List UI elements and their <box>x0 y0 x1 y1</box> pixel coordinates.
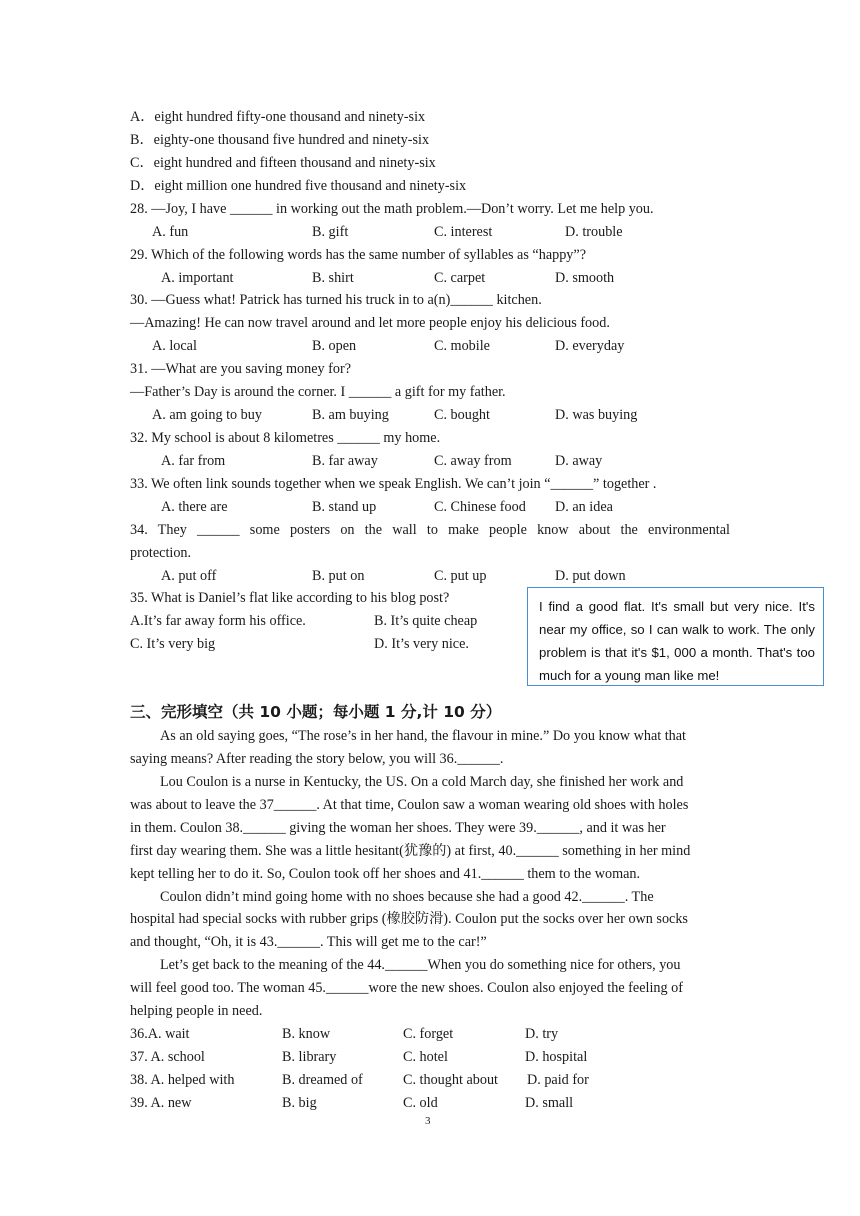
option-q28-b: B. gift <box>312 224 349 240</box>
passage-line-1: As an old saying goes, “The rose’s in her hand, the flavour in mine.” Do you know what that <box>160 728 687 744</box>
cloze-37-c: C. hotel <box>403 1049 448 1065</box>
option-q27-d: D．eight million one hundred five thousand and ninety-six <box>130 178 467 194</box>
section-heading-cloze: 三、完形填空（共 10 小题；每小题 1 分,计 10 分） <box>130 703 502 721</box>
cloze-39-a: 39. A. new <box>130 1095 192 1111</box>
option-q29-d: D. smooth <box>555 270 615 286</box>
question-32-stem: 32. My school is about 8 kilometres ______ my home. <box>130 430 441 446</box>
passage-line-13: helping people in need. <box>130 1003 263 1019</box>
option-q28-c: C. interest <box>434 224 493 240</box>
cloze-39-c: C. old <box>403 1095 438 1111</box>
question-30-stem: 30. —Guess what! Patrick has turned his truck in to a(n)______ kitchen. <box>130 292 542 308</box>
option-q32-d: D. away <box>555 453 603 469</box>
cloze-38-d: D. paid for <box>527 1072 589 1088</box>
cloze-37-d: D. hospital <box>525 1049 588 1065</box>
passage-line-12: will feel good too. The woman 45.______wore the new shoes. Coulon also enjoyed the feeling of <box>130 980 683 996</box>
option-q35-b: B. It’s quite cheap <box>374 613 478 629</box>
option-q31-d: D. was buying <box>555 407 638 423</box>
option-q32-c: C. away from <box>434 453 512 469</box>
option-q27-a: A．eight hundred fifty-one thousand and ninety-six <box>130 109 426 125</box>
option-q33-c: C. Chinese food <box>434 499 526 515</box>
option-q35-a: A.It’s far away form his office. <box>130 613 306 629</box>
option-q34-c: C. put up <box>434 568 487 584</box>
option-q30-c: C. mobile <box>434 338 490 354</box>
passage-line-6: first day wearing them. She was a little hesitant(犹豫的) at first, 40.______ something in her mind <box>130 843 691 859</box>
question-35-stem: 35. What is Daniel’s flat like according to his blog post? <box>130 590 450 606</box>
question-31-stem: 31. —What are you saving money for? <box>130 361 352 377</box>
passage-line-7: kept telling her to do it. So, Coulon took off her shoes and 41.______ them to the woman. <box>130 866 641 882</box>
option-q31-c: C. bought <box>434 407 490 423</box>
cloze-39-d: D. small <box>525 1095 574 1111</box>
blog-post-box: I find a good flat. It's small but very nice. It's near my office, so I can walk to work. The only problem is that it's $1, 000 a month. That's too much for a young man like me! <box>527 587 824 686</box>
question-33-stem: 33. We often link sounds together when we speak English. We can’t join “______” together . <box>130 476 657 492</box>
option-q29-b: B. shirt <box>312 270 354 286</box>
option-q30-a: A. local <box>152 338 197 354</box>
option-q35-d: D. It’s very nice. <box>374 636 469 652</box>
passage-line-8: Coulon didn’t mind going home with no shoes because she had a good 42.______. The <box>160 889 654 905</box>
cloze-38-b: B. dreamed of <box>282 1072 363 1088</box>
option-q27-c: C．eight hundred and fifteen thousand and ninety-six <box>130 155 436 171</box>
option-q31-b: B. am buying <box>312 407 389 423</box>
cloze-38-c: C. thought about <box>403 1072 498 1088</box>
option-q34-d: D. put down <box>555 568 626 584</box>
page-number: 3 <box>425 1115 431 1127</box>
question-29-stem: 29. Which of the following words has the same number of syllables as “happy”? <box>130 247 586 263</box>
question-30-stem-2: —Amazing! He can now travel around and let more people enjoy his delicious food. <box>130 315 610 331</box>
option-q30-d: D. everyday <box>555 338 625 354</box>
cloze-38-a: 38. A. helped with <box>130 1072 235 1088</box>
cloze-37-a: 37. A. school <box>130 1049 205 1065</box>
passage-line-2: saying means? After reading the story below, you will 36.______. <box>130 751 504 767</box>
cloze-36-c: C. forget <box>403 1026 454 1042</box>
option-q28-d: D. trouble <box>565 224 623 240</box>
option-q30-b: B. open <box>312 338 357 354</box>
question-34-stem: 34. They ______ some posters on the wall to make people know about the environmental <box>130 522 730 538</box>
passage-line-4: was about to leave the 37______. At that time, Coulon saw a woman wearing old shoes with holes <box>130 797 689 813</box>
option-q33-a: A. there are <box>161 499 228 515</box>
cloze-36-b: B. know <box>282 1026 331 1042</box>
option-q32-a: A. far from <box>161 453 226 469</box>
option-q33-b: B. stand up <box>312 499 377 515</box>
passage-line-9: hospital had special socks with rubber grips (橡胶防滑). Coulon put the socks over her own socks <box>130 911 688 927</box>
option-q32-b: B. far away <box>312 453 378 469</box>
option-q29-a: A. important <box>161 270 234 286</box>
option-q34-a: A. put off <box>161 568 217 584</box>
passage-line-10: and thought, “Oh, it is 43.______. This will get me to the car!” <box>130 934 487 950</box>
question-34-stem-2: protection. <box>130 545 192 561</box>
passage-line-11: Let’s get back to the meaning of the 44.______When you do something nice for others, you <box>160 957 681 973</box>
cloze-39-b: B. big <box>282 1095 317 1111</box>
option-q35-c: C. It’s very big <box>130 636 216 652</box>
cloze-36-d: D. try <box>525 1026 559 1042</box>
option-q29-c: C. carpet <box>434 270 486 286</box>
option-q27-b: B．eighty-one thousand five hundred and ninety-six <box>130 132 430 148</box>
option-q34-b: B. put on <box>312 568 365 584</box>
question-31-stem-2: —Father’s Day is around the corner. I ______ a gift for my father. <box>130 384 506 400</box>
option-q28-a: A. fun <box>152 224 189 240</box>
option-q33-d: D. an idea <box>555 499 613 515</box>
passage-line-5: in them. Coulon 38.______ giving the woman her shoes. They were 39.______, and it was her <box>130 820 666 836</box>
option-q31-a: A. am going to buy <box>152 407 262 423</box>
cloze-36-a: 36.A. wait <box>130 1026 190 1042</box>
passage-line-3: Lou Coulon is a nurse in Kentucky, the US. On a cold March day, she finished her work and <box>160 774 684 790</box>
question-28-stem: 28. —Joy, I have ______ in working out the math problem.—Don’t worry. Let me help you. <box>130 201 654 217</box>
cloze-37-b: B. library <box>282 1049 337 1065</box>
